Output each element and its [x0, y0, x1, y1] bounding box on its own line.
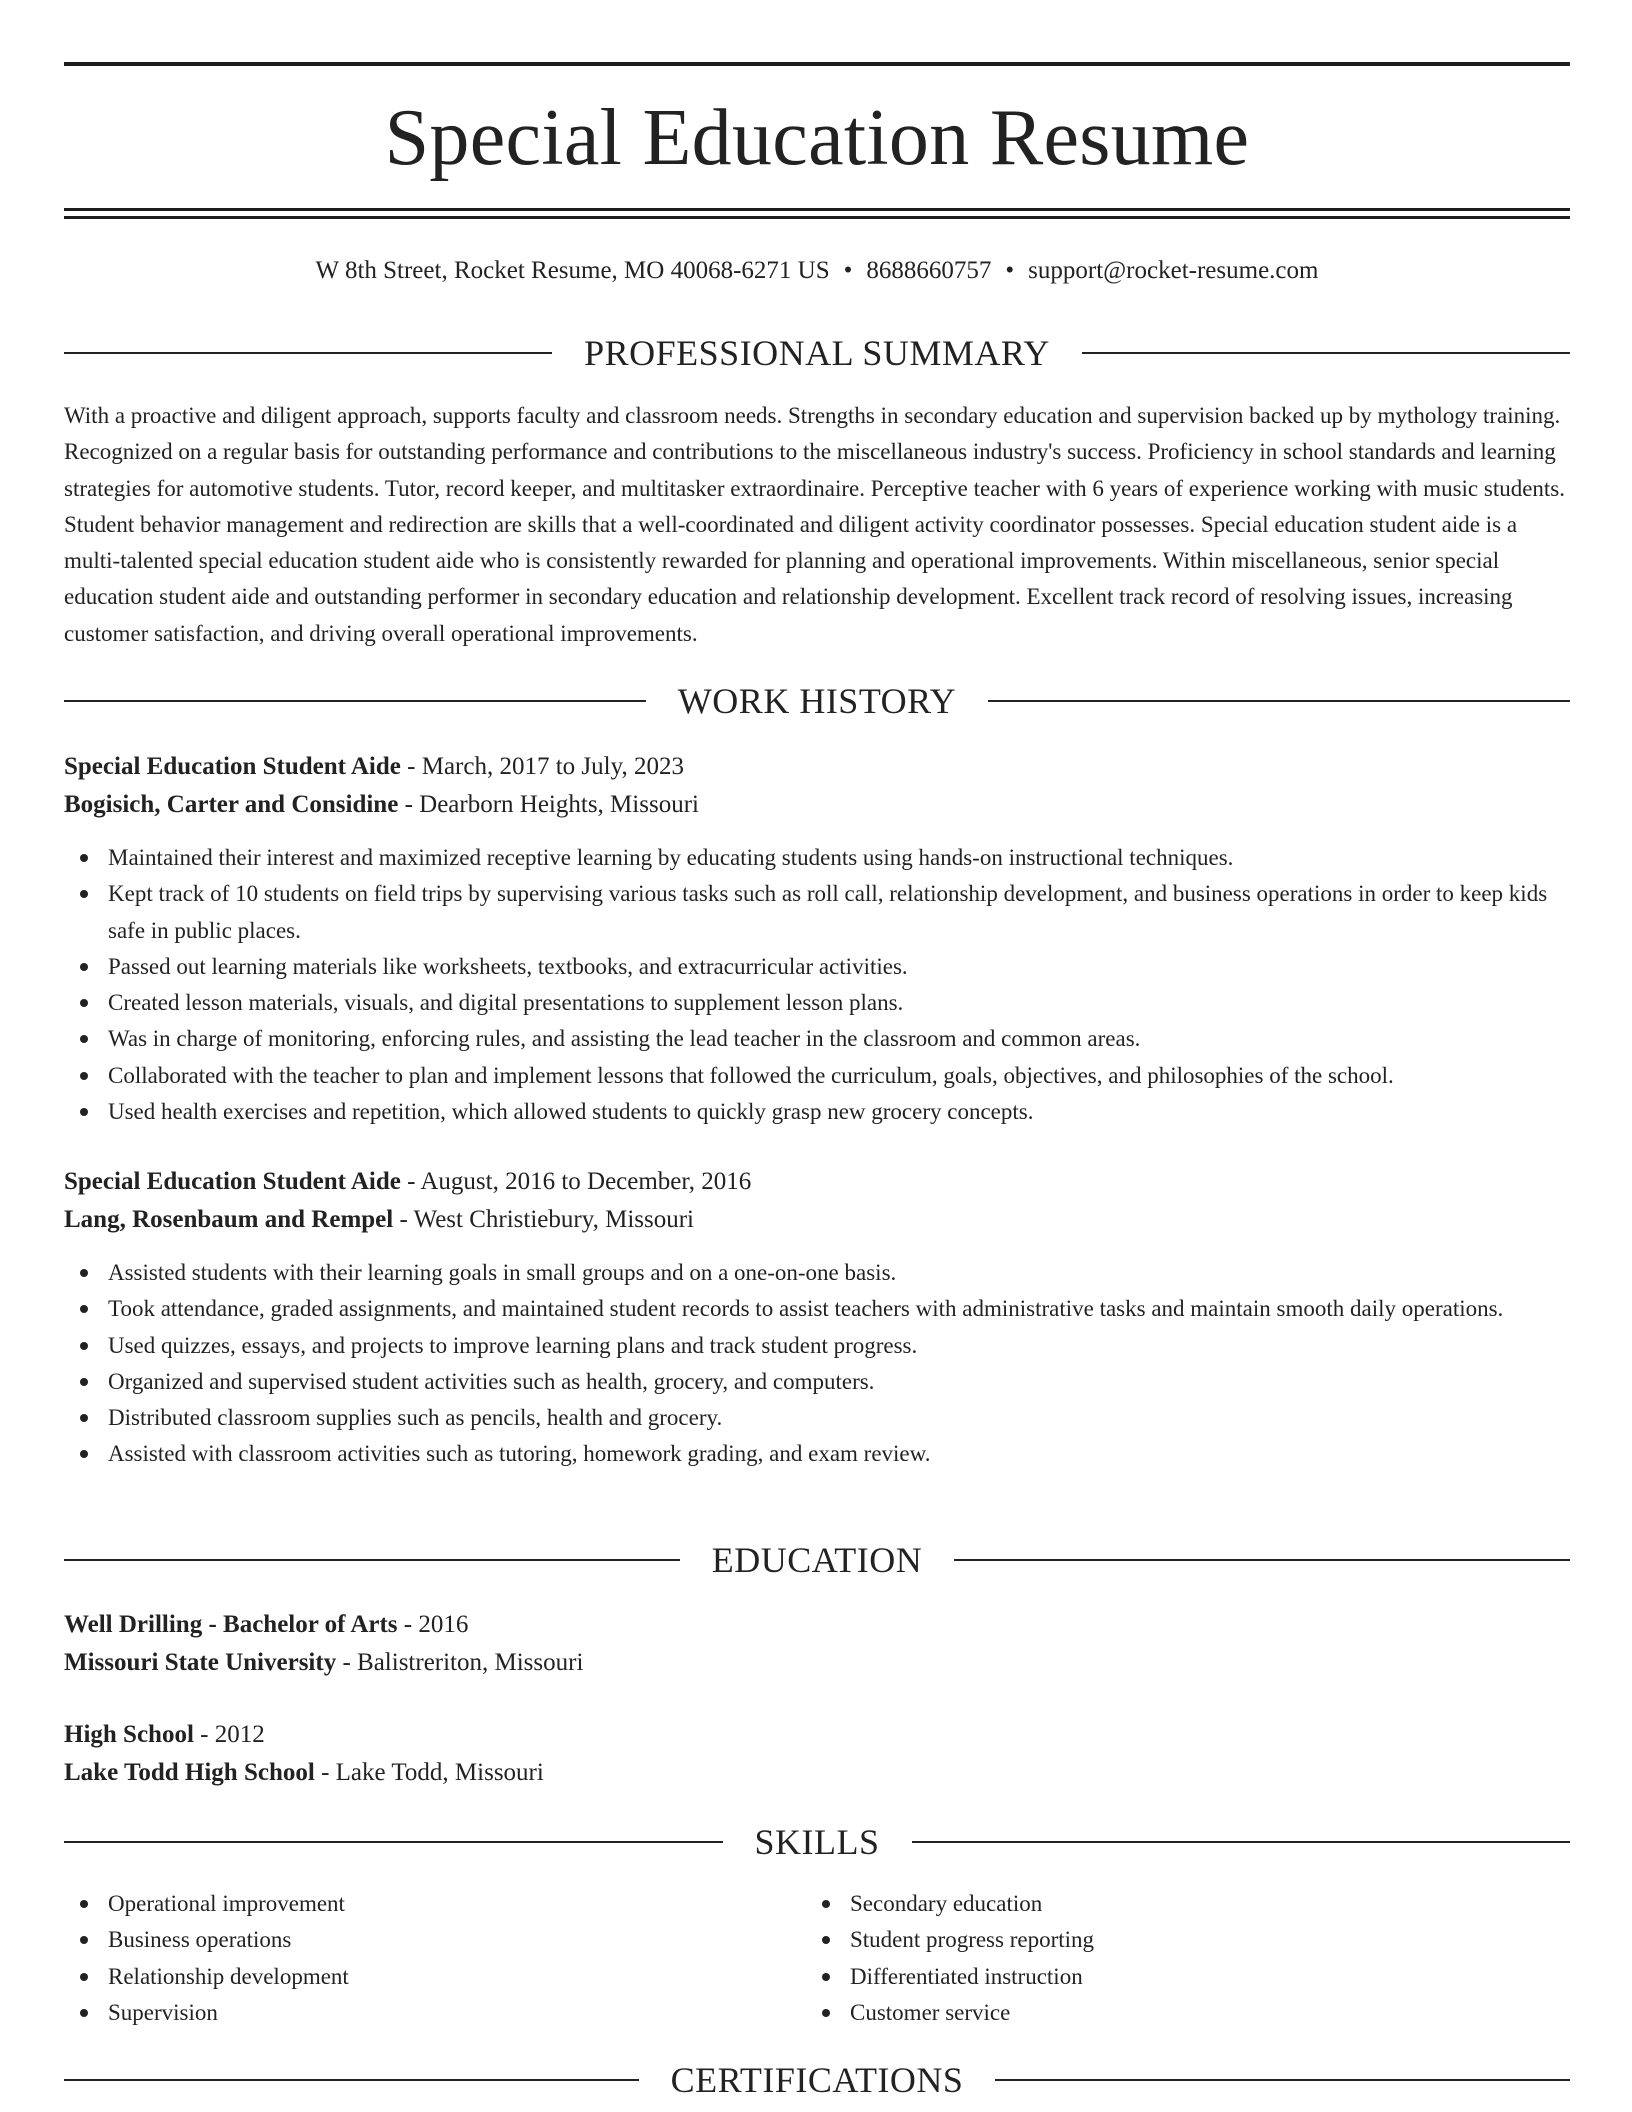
section-header-skills: [64, 1820, 1570, 1864]
education-degree: High School: [64, 1721, 194, 1748]
section-title: EDUCATION: [711, 1540, 923, 1580]
title-rule-upper: [64, 208, 1570, 211]
section-rule: [64, 2079, 639, 2081]
education-location: - Balistreriton, Missouri: [336, 1649, 584, 1676]
job-company-line: [64, 786, 1570, 824]
section-rule: [954, 1559, 1570, 1561]
skills-column-left: [64, 1886, 764, 2031]
section-rule: [64, 352, 552, 354]
section-header-summary: [64, 331, 1570, 375]
education-year: - 2016: [397, 1611, 469, 1638]
education-school-line: [64, 1644, 1570, 1682]
list-item: Organized and supervised student activities such as health, grocery, and computers.: [64, 1364, 1570, 1400]
section-rule: [912, 1841, 1571, 1843]
skills-column-right: [806, 1886, 1506, 2031]
contact-email: support@rocket-resume.com: [1028, 257, 1319, 284]
job-bullets: [64, 840, 1570, 1130]
skill-item: Differentiated instruction: [806, 1959, 1506, 1995]
list-item: Took attendance, graded assignments, and maintained student records to assist teachers with administrative tasks and maintain smooth daily operations.: [64, 1291, 1570, 1327]
skill-item: Business operations: [64, 1922, 764, 1958]
section-rule: [995, 2079, 1570, 2081]
contact-address: W 8th Street, Rocket Resume, MO 40068-6271 US: [315, 257, 830, 284]
job-dates: - August, 2016 to December, 2016: [400, 1168, 752, 1195]
skills-list: [806, 1886, 1506, 2031]
job-location: - West Christiebury, Missouri: [393, 1206, 694, 1233]
contact-separator: •: [1005, 257, 1015, 284]
list-item: Created lesson materials, visuals, and digital presentations to supplement lesson plans.: [64, 985, 1570, 1021]
list-item: Used quizzes, essays, and projects to improve learning plans and track student progress.: [64, 1328, 1570, 1364]
list-item: Was in charge of monitoring, enforcing rules, and assisting the lead teacher in the classroom and common areas.: [64, 1021, 1570, 1057]
education-entry: [64, 1716, 1570, 1792]
education-degree-line: [64, 1716, 1570, 1754]
education-degree-line: [64, 1606, 1570, 1644]
job-title: Special Education Student Aide: [64, 1168, 401, 1195]
contact-separator: •: [843, 257, 853, 284]
top-rule: [64, 62, 1570, 66]
skill-item: Secondary education: [806, 1886, 1506, 1922]
education-school: Missouri State University: [64, 1649, 337, 1676]
section-rule: [64, 1841, 723, 1843]
section-title: CERTIFICATIONS: [670, 2060, 964, 2100]
skill-item: Operational improvement: [64, 1886, 764, 1922]
list-item: Maintained their interest and maximized receptive learning by educating students using hands-on instructional techniques.: [64, 840, 1570, 876]
list-item: Used health exercises and repetition, which allowed students to quickly grasp new grocery concepts.: [64, 1094, 1570, 1130]
education-degree: Well Drilling - Bachelor of Arts: [64, 1611, 398, 1638]
section-rule: [64, 1559, 680, 1561]
list-item: Kept track of 10 students on field trips by supervising various tasks such as roll call, relationship development, and business operations in order to keep kids safe in public places.: [64, 876, 1570, 949]
title-rule-lower: [64, 216, 1570, 219]
skill-item: Customer service: [806, 1995, 1506, 2031]
job-company: Lang, Rosenbaum and Rempel: [64, 1206, 394, 1233]
list-item: Assisted with classroom activities such as tutoring, homework grading, and exam review.: [64, 1436, 1570, 1472]
education-year: - 2012: [193, 1721, 265, 1748]
job-title: Special Education Student Aide: [64, 753, 401, 780]
education-school-line: [64, 1754, 1570, 1792]
resume-title: Special Education Resume: [384, 94, 1250, 182]
contact-phone: 8688660757: [866, 257, 992, 284]
section-rule: [64, 700, 646, 702]
job-company: Bogisich, Carter and Considine: [64, 791, 399, 818]
education-entry: [64, 1606, 1570, 1682]
list-item: Passed out learning materials like worksheets, textbooks, and extracurricular activities.: [64, 949, 1570, 985]
section-title: PROFESSIONAL SUMMARY: [584, 333, 1050, 373]
contact-line: [64, 254, 1570, 288]
education-school: Lake Todd High School: [64, 1759, 315, 1786]
job-title-line: [64, 1163, 1570, 1201]
skill-item: Student progress reporting: [806, 1922, 1506, 1958]
section-title: WORK HISTORY: [677, 681, 957, 721]
section-header-certifications: [64, 2058, 1570, 2102]
job-company-line: [64, 1201, 1570, 1239]
list-item: Assisted students with their learning goals in small groups and on a one-on-one basis.: [64, 1255, 1570, 1291]
section-rule: [988, 700, 1570, 702]
job-entry: [64, 748, 1570, 1130]
education-location: - Lake Todd, Missouri: [314, 1759, 544, 1786]
job-title-line: [64, 748, 1570, 786]
job-dates: - March, 2017 to July, 2023: [400, 753, 684, 780]
job-location: - Dearborn Heights, Missouri: [398, 791, 699, 818]
job-bullets: [64, 1255, 1570, 1473]
section-header-education: [64, 1538, 1570, 1582]
skill-item: Supervision: [64, 1995, 764, 2031]
skills-list: [64, 1886, 764, 2031]
list-item: Collaborated with the teacher to plan and implement lessons that followed the curriculum, goals, objectives, and philosophies of the school.: [64, 1058, 1570, 1094]
job-entry: [64, 1163, 1570, 1473]
section-title: SKILLS: [754, 1822, 880, 1862]
skill-item: Relationship development: [64, 1959, 764, 1995]
section-rule: [1082, 352, 1570, 354]
section-header-work: [64, 679, 1570, 723]
list-item: Distributed classroom supplies such as pencils, health and grocery.: [64, 1400, 1570, 1436]
summary-paragraph: With a proactive and diligent approach, supports faculty and classroom needs. Strengths in secondary education and supervision backed up by mythology training. Recognized on a regular basis for outstanding performance and contributions to the miscellaneous industry's success. Proficiency in school standards and learning strategies for automotive students. Tutor, record keeper, and multitasker extraordinaire. Perceptive teacher with 6 years of experience working with music students. Student behavior management and redirection are skills that a well-coordinated and diligent activity coordinator possesses. Special education student aide is a multi-talented special education student aide who is consistently rewarded for planning and operational improvements. Within miscellaneous, senior special education student aide and outstanding performer in secondary education and relationship development. Excellent track record of resolving issues, increasing customer satisfaction, and driving overall operational improvements.: [64, 403, 1566, 646]
